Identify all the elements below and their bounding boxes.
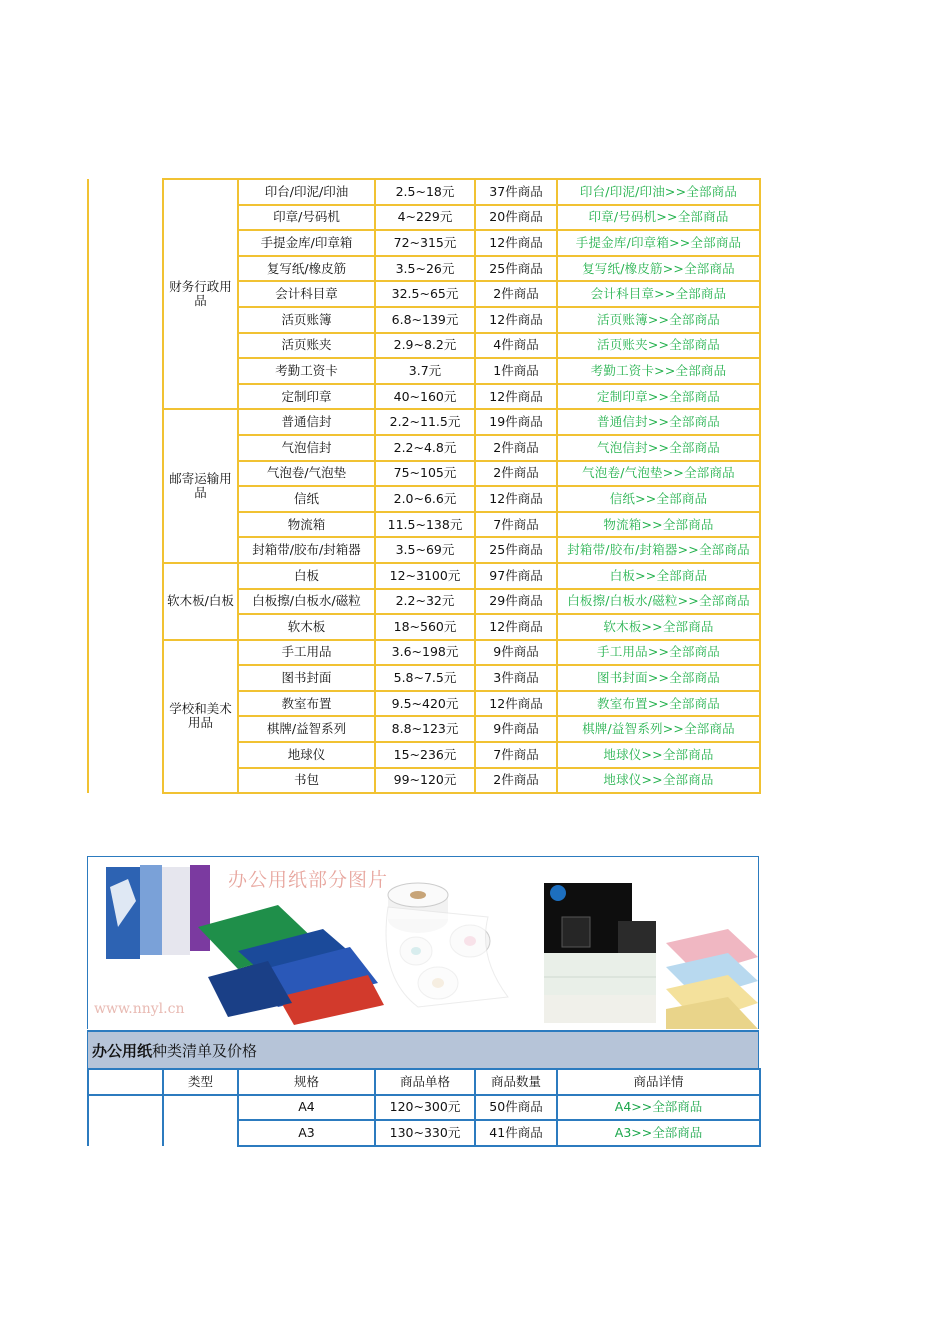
detail-link[interactable]: 图书封面>>全部商品 xyxy=(557,665,760,691)
spec-cell: A4 xyxy=(238,1095,375,1121)
category-cell: 邮寄运输用品 xyxy=(163,409,238,563)
count-cell: 12件商品 xyxy=(475,307,557,333)
office-supplies-table-container xyxy=(87,178,759,794)
count-cell: 12件商品 xyxy=(475,230,557,256)
price-cell: 9.5~420元 xyxy=(375,691,475,717)
detail-link[interactable]: 白板擦/白板水/磁粒>>全部商品 xyxy=(557,589,760,615)
count-cell: 9件商品 xyxy=(475,640,557,666)
price-cell: 8.8~123元 xyxy=(375,716,475,742)
type-cell xyxy=(163,1095,238,1146)
category-cell: 学校和美术用品 xyxy=(163,640,238,794)
count-cell: 7件商品 xyxy=(475,742,557,768)
category-cell: 财务行政用品 xyxy=(163,179,238,409)
detail-link[interactable]: 教室布置>>全部商品 xyxy=(557,691,760,717)
spec-cell: 地球仪 xyxy=(238,742,375,768)
spec-cell: 活页账簿 xyxy=(238,307,375,333)
price-cell: 4~229元 xyxy=(375,205,475,231)
spec-cell: 教室布置 xyxy=(238,691,375,717)
paper-price-table xyxy=(87,1068,761,1147)
detail-link[interactable]: 手提金库/印章箱>>全部商品 xyxy=(557,230,760,256)
spec-cell: 气泡信封 xyxy=(238,435,375,461)
detail-link[interactable]: 物流箱>>全部商品 xyxy=(557,512,760,538)
price-cell: 75~105元 xyxy=(375,461,475,487)
price-cell: 2.2~11.5元 xyxy=(375,409,475,435)
price-cell: 2.0~6.6元 xyxy=(375,486,475,512)
detail-link[interactable]: 地球仪>>全部商品 xyxy=(557,742,760,768)
spec-cell: 定制印章 xyxy=(238,384,375,410)
spec-cell: 信纸 xyxy=(238,486,375,512)
detail-link[interactable]: 封箱带/胶布/封箱器>>全部商品 xyxy=(557,537,760,563)
price-cell: 11.5~138元 xyxy=(375,512,475,538)
detail-link[interactable]: 手工用品>>全部商品 xyxy=(557,640,760,666)
detail-link[interactable]: 印台/印泥/印油>>全部商品 xyxy=(557,179,760,205)
spec-cell: 棋牌/益智系列 xyxy=(238,716,375,742)
office-paper-image-strip xyxy=(87,856,759,1029)
count-cell: 20件商品 xyxy=(475,205,557,231)
office-supplies-table xyxy=(87,178,761,794)
price-cell: 40~160元 xyxy=(375,384,475,410)
paper-section-heading-rest: 种类清单及价格 xyxy=(152,1041,258,1060)
detail-link[interactable]: 气泡信封>>全部商品 xyxy=(557,435,760,461)
price-cell: 3.5~69元 xyxy=(375,537,475,563)
spec-cell: 白板 xyxy=(238,563,375,589)
count-cell: 4件商品 xyxy=(475,333,557,359)
spec-cell: 普通信封 xyxy=(238,409,375,435)
count-cell: 37件商品 xyxy=(475,179,557,205)
count-cell: 1件商品 xyxy=(475,358,557,384)
detail-link[interactable]: 活页账簿>>全部商品 xyxy=(557,307,760,333)
count-cell: 9件商品 xyxy=(475,716,557,742)
count-cell: 12件商品 xyxy=(475,486,557,512)
detail-link[interactable]: 地球仪>>全部商品 xyxy=(557,768,760,794)
empty-cell xyxy=(88,1095,163,1146)
detail-link[interactable]: 会计科目章>>全部商品 xyxy=(557,281,760,307)
table-row xyxy=(88,179,760,205)
price-cell: 2.2~32元 xyxy=(375,589,475,615)
detail-link[interactable]: 气泡卷/气泡垫>>全部商品 xyxy=(557,461,760,487)
spec-cell: 手提金库/印章箱 xyxy=(238,230,375,256)
price-cell: 15~236元 xyxy=(375,742,475,768)
spec-cell: A3 xyxy=(238,1120,375,1146)
header-detail: 商品详情 xyxy=(557,1069,760,1095)
price-cell: 2.5~18元 xyxy=(375,179,475,205)
paper-section-heading-bold: 办公用纸 xyxy=(92,1041,153,1060)
price-cell: 120~300元 xyxy=(375,1095,475,1121)
price-cell: 2.9~8.2元 xyxy=(375,333,475,359)
price-cell: 2.2~4.8元 xyxy=(375,435,475,461)
header-spec: 规格 xyxy=(238,1069,375,1095)
paper-table-header-row xyxy=(88,1069,760,1095)
count-cell: 25件商品 xyxy=(475,537,557,563)
spec-cell: 物流箱 xyxy=(238,512,375,538)
detail-link[interactable]: 活页账夹>>全部商品 xyxy=(557,333,760,359)
detail-link[interactable]: 复写纸/橡皮筋>>全部商品 xyxy=(557,256,760,282)
detail-link[interactable]: 考勤工资卡>>全部商品 xyxy=(557,358,760,384)
table-row xyxy=(88,640,760,666)
header-count: 商品数量 xyxy=(475,1069,557,1095)
price-cell: 99~120元 xyxy=(375,768,475,794)
table-row xyxy=(88,409,760,435)
count-cell: 97件商品 xyxy=(475,563,557,589)
spec-cell: 会计科目章 xyxy=(238,281,375,307)
price-cell: 3.5~26元 xyxy=(375,256,475,282)
image-strip-watermark-url: www.nnyl.cn xyxy=(94,1001,185,1017)
count-cell: 2件商品 xyxy=(475,435,557,461)
spec-cell: 气泡卷/气泡垫 xyxy=(238,461,375,487)
spec-cell: 印台/印泥/印油 xyxy=(238,179,375,205)
spec-cell: 复写纸/橡皮筋 xyxy=(238,256,375,282)
spec-cell: 活页账夹 xyxy=(238,333,375,359)
price-cell: 3.7元 xyxy=(375,358,475,384)
count-cell: 3件商品 xyxy=(475,665,557,691)
price-cell: 72~315元 xyxy=(375,230,475,256)
detail-link[interactable]: 印章/号码机>>全部商品 xyxy=(557,205,760,231)
detail-link[interactable]: 定制印章>>全部商品 xyxy=(557,384,760,410)
category-cell: 软木板/白板 xyxy=(163,563,238,640)
left-margin-cell xyxy=(88,179,163,793)
table-row xyxy=(88,1095,760,1121)
count-cell: 50件商品 xyxy=(475,1095,557,1121)
detail-link[interactable]: 软木板>>全部商品 xyxy=(557,614,760,640)
count-cell: 12件商品 xyxy=(475,614,557,640)
count-cell: 2件商品 xyxy=(475,281,557,307)
count-cell: 25件商品 xyxy=(475,256,557,282)
spec-cell: 书包 xyxy=(238,768,375,794)
spec-cell: 印章/号码机 xyxy=(238,205,375,231)
detail-link[interactable]: 棋牌/益智系列>>全部商品 xyxy=(557,716,760,742)
count-cell: 29件商品 xyxy=(475,589,557,615)
paper-products-illustration xyxy=(88,857,758,1029)
header-unit-price: 商品单格 xyxy=(375,1069,475,1095)
spec-cell: 软木板 xyxy=(238,614,375,640)
header-empty-cell xyxy=(88,1069,163,1095)
price-cell: 130~330元 xyxy=(375,1120,475,1146)
price-cell: 3.6~198元 xyxy=(375,640,475,666)
paper-section-heading xyxy=(87,1030,759,1069)
spec-cell: 图书封面 xyxy=(238,665,375,691)
price-cell: 6.8~139元 xyxy=(375,307,475,333)
detail-link[interactable]: A3>>全部商品 xyxy=(557,1120,760,1146)
detail-link[interactable]: A4>>全部商品 xyxy=(557,1095,760,1121)
count-cell: 12件商品 xyxy=(475,691,557,717)
count-cell: 7件商品 xyxy=(475,512,557,538)
count-cell: 12件商品 xyxy=(475,384,557,410)
spec-cell: 白板擦/白板水/磁粒 xyxy=(238,589,375,615)
spec-cell: 封箱带/胶布/封箱器 xyxy=(238,537,375,563)
count-cell: 2件商品 xyxy=(475,768,557,794)
price-cell: 5.8~7.5元 xyxy=(375,665,475,691)
table-row xyxy=(88,563,760,589)
header-type: 类型 xyxy=(163,1069,238,1095)
detail-link[interactable]: 信纸>>全部商品 xyxy=(557,486,760,512)
detail-link[interactable]: 普通信封>>全部商品 xyxy=(557,409,760,435)
price-cell: 18~560元 xyxy=(375,614,475,640)
price-cell: 12~3100元 xyxy=(375,563,475,589)
count-cell: 2件商品 xyxy=(475,461,557,487)
count-cell: 41件商品 xyxy=(475,1120,557,1146)
count-cell: 19件商品 xyxy=(475,409,557,435)
image-strip-title: 办公用纸部分图片 xyxy=(228,869,389,891)
detail-link[interactable]: 白板>>全部商品 xyxy=(557,563,760,589)
spec-cell: 手工用品 xyxy=(238,640,375,666)
spec-cell: 考勤工资卡 xyxy=(238,358,375,384)
price-cell: 32.5~65元 xyxy=(375,281,475,307)
